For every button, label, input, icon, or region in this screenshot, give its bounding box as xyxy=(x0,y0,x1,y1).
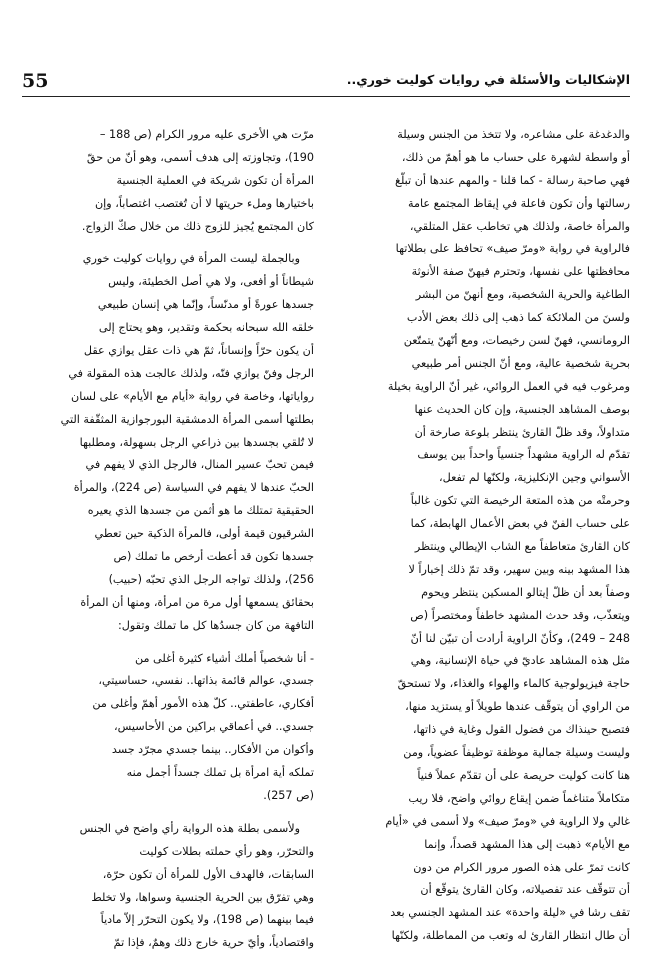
text-line: بوصف المشاهد الجنسية، وإن كان الحديث عنها xyxy=(414,402,630,416)
text-line: أو واسطة لشهرة على حساب ما هو أهمّ من ذلك، xyxy=(401,150,630,164)
text-line: ومرغوب فيه في العمل الروائي، غير أنّ الراوية بخيلة xyxy=(387,379,630,393)
text-line: تقدّم له الراوية مشهداً جنسياً واحداً بين يوسف xyxy=(417,448,630,462)
paragraph-gap xyxy=(22,238,314,248)
text-line: أن يكون حرّاً وإنساناً، ثمّ هي ذات عقل يوازي عقل xyxy=(83,344,314,358)
text-line: متداولاً، وقد ظلّ القارئ ينتظر بلوعة صارخة أن xyxy=(414,425,630,439)
text-line: بحقائق يسمعها أول مرة من امرأة، ومنها أن المرأة xyxy=(80,595,314,609)
paragraph-gap xyxy=(22,808,314,818)
running-title: الإشكاليات والأسئلة في روايات كوليت خوري.. xyxy=(346,72,630,87)
text-line: الحبّ عندها لا يفهم في السياسة (ص 224)، والمرأة xyxy=(73,481,314,495)
text-line: حاجة فيزيولوجية كالماء والهواء والغذاء، ولا تستحقّ xyxy=(397,677,630,691)
text-line: ولأسمى بطلة هذه الرواية رأي واضح في الجنس xyxy=(79,821,300,835)
text-line: الحقيقية تمتلك ما هو أثمن من جسدها الذي يعيره xyxy=(87,504,314,518)
text-line: وحرمتْه من هذه المتعة الرخيصة التي تكون غالباً xyxy=(410,494,630,508)
text-line: 256)، ولذلك تواجه الرجل الذي تحبّه (حبيب) xyxy=(108,572,314,586)
text-column-right xyxy=(338,124,630,948)
text-line: واقتصادياً، وأيّ حرية خارج ذلك وهمٌ، فإذا تمّ xyxy=(113,936,314,950)
page-header xyxy=(22,66,630,96)
text-line: ويتعذّب، وقد حدث المشهد خاطفاً ومختصراً (ص xyxy=(410,608,630,622)
text-line: التافهة من كان جسدُها كل ما تملك وتقول: xyxy=(118,618,314,632)
text-line: جسدها تكون قد أعطت أرخص ما تملك (ص xyxy=(113,550,314,564)
text-line: (ص 257). xyxy=(263,788,314,802)
text-line: لا تُلقي بجسدها بين ذراعي الرجل بسهولة، ومطلبها xyxy=(79,435,314,449)
text-line: وليست وسيلة جمالية موظفة توظيفاً عضوياً، ومن xyxy=(403,746,630,760)
text-column-left xyxy=(22,124,314,955)
text-line: فتصبح حينذاك من فضول القول وغاية في ذاتها، xyxy=(412,723,630,737)
text-line: كانت تمرّ على هذه الصور مرور الكرام من دون xyxy=(413,860,630,874)
text-line: المرأة أن تكون شريكة في العملية الجنسية xyxy=(116,173,314,187)
text-line: ولسنَ من الملائكة كما ذهب إلى ذلك بعض الأدب xyxy=(406,311,630,325)
text-line: وبالجملة ليست المرأة في روايات كوليت خوري xyxy=(82,252,300,266)
text-line: فهي صاحبة رسالة - كما قلنا - والمهم عندها أن تبلّغ xyxy=(395,173,630,187)
text-line: فالراوية في رواية «ومرّ صيف» تحافظ على بطلاتها xyxy=(395,242,630,256)
text-line: محافظتها على نفسها، وتحترم فيهنّ صفة الأنوثة xyxy=(411,265,630,279)
text-line: كان المجتمع يُجيز للزوج ذلك من خلال صكّ الزواج. xyxy=(81,219,314,233)
text-line: الرومانسي، فهنّ لسن رخيصات، ومع أنّهنّ يتمتّعن xyxy=(403,334,630,348)
text-line: وصفاً بعد أن ظلّ إيتالو المسكين ينتظر ويحوم xyxy=(421,585,630,599)
text-line: تملكه أية امرأة بل تملك جسداً أجمل منه xyxy=(126,766,314,780)
text-line: متكاملاً متناغماً ضمن إيقاع روائي واضح، فلا ريب xyxy=(408,791,630,805)
text-line: جسدي، عوالم قائمة بذاتها.. نفسي، حساسيتي، xyxy=(98,674,314,688)
text-line: هذا المشهد بينه وبين سهير، وقد تمّ ذلك إخباراً لا xyxy=(408,562,630,576)
text-line: من الراوي أن يتوقّف عندها طويلاً أو يستزيد منها، xyxy=(405,700,630,714)
text-line: وأكوان من الأفكار.. بينما جسدي مجرّد جسد xyxy=(111,743,314,757)
text-line: جسدها عورةً أو مدنّساً، وإنّما هي إنسان طبيعي xyxy=(97,298,314,312)
text-line: 248 – 249)، وكأنّ الراوية أرادت أن تبيّن لنا أنّ xyxy=(410,631,630,645)
header-rule xyxy=(22,96,630,97)
paragraph-gap xyxy=(22,638,314,648)
page-number: 55 xyxy=(22,70,49,92)
text-line: شيطاناً أو أفعى، ولا هي أصل الخطيئة، وليس xyxy=(108,275,314,289)
text-line: أن طال انتظار القارئ له وتعب من المماطلة، ولكنّها xyxy=(391,929,630,943)
text-line: والمرأة خاصة، ولذلك هي تخاطب عقل المتلقي، xyxy=(409,219,630,233)
text-line: على حساب الفنّ في بعض الأعمال الهابطة، كما xyxy=(410,517,630,531)
text-line: مرّت هي الأخرى عليه مرور الكرام (ص 188 – xyxy=(99,128,314,141)
text-line: الرجل وفنّ يوازي فنّه، ولذلك عالجت هذه المقولة في xyxy=(68,366,314,380)
text-line: أفكاري، عاطفتي.. كلّ هذه الأمور أهمّ وأغلى من xyxy=(92,697,314,711)
text-line: رواياتها، وخاصة في رواية «أيام مع الأيام» على لسان xyxy=(71,389,314,403)
text-line: مع الأيام» ذهبت إلى هذا المشهد قصداً، وإنما xyxy=(424,837,630,851)
text-line: الأسواني وجين الإنكليزية، ولكنّها لم تفعل، xyxy=(439,471,630,485)
text-line: غالي ولا الراوية في «ومرّ صيف» ولا أسمى في «أيام xyxy=(385,814,630,828)
text-line: باختيارها وملء حريتها لا أن تُغتصب اغتصاباً، وإن xyxy=(94,196,314,210)
text-line: رسالتها وأن تكون فاعلة في إيقاظ المجتمع عامة xyxy=(408,196,630,210)
text-line: - أنا شخصياً أملك أشياء كثيرة أغلى من xyxy=(134,651,314,665)
text-line: الطاغية والحرية الشخصية، ومع أنهنّ من البشر xyxy=(415,288,630,302)
text-line: الشرقيون قيمة أولى، فالمرأة الذكية حين تعطي xyxy=(94,527,314,541)
text-line: مثل هذه المشاهد عاديّ في حياة الإنسانية، وهي xyxy=(410,654,630,668)
text-line: كان القارئ متعاطفاً مع الشاب الإيطالي وينتظر xyxy=(414,540,630,554)
text-line: والتحرّر، وهو رأي حملته بطلات كوليت xyxy=(139,844,314,858)
text-line: فيمن تحبّ عسير المنال، فالرجل الذي لا يفهم في xyxy=(85,458,314,472)
text-line: فيما بينهما (ص 198)، ولا يكون التحرّر إلاّ مادياً xyxy=(100,913,314,927)
text-line: بحرية شخصية عالية، ومع أنّ الجنس أمر طبيعي xyxy=(411,356,630,370)
text-line: أن تتوقّف عند تفصيلاته، وكان القارئ يتوقّع أن xyxy=(420,883,630,897)
text-line: تقف رشا في «ليلة واحدة» عند المشهد الجنسي بعد xyxy=(390,906,630,920)
text-line: 190)، وتجاوزته إلى هدف أسمى، وهو أنّ من حقّ xyxy=(86,150,314,164)
text-line: جسدي.. في أعماقي براكين من الأحاسيس، xyxy=(114,720,314,734)
text-line: والدغدغة على مشاعره، ولا تتخذ من الجنس وسيلة xyxy=(397,128,630,141)
text-line: وهي تفرّق بين الحرية الجنسية وسواها، ولا تخلط xyxy=(91,890,314,904)
text-line: السابقات، فالهدف الأول للمرأة أن تكون حرّة، xyxy=(102,867,314,881)
text-line: خلقه الله سبحانه بحكمة وتقدير، وهو يحتاج إلى xyxy=(98,321,314,335)
text-line: بطلتها أسمى المرأة الدمشقية البورجوازية المثقّفة التي xyxy=(60,412,314,426)
text-line: هنا كانت كوليت حريصة على أن تقدّم عملاً فنياً xyxy=(417,768,630,782)
